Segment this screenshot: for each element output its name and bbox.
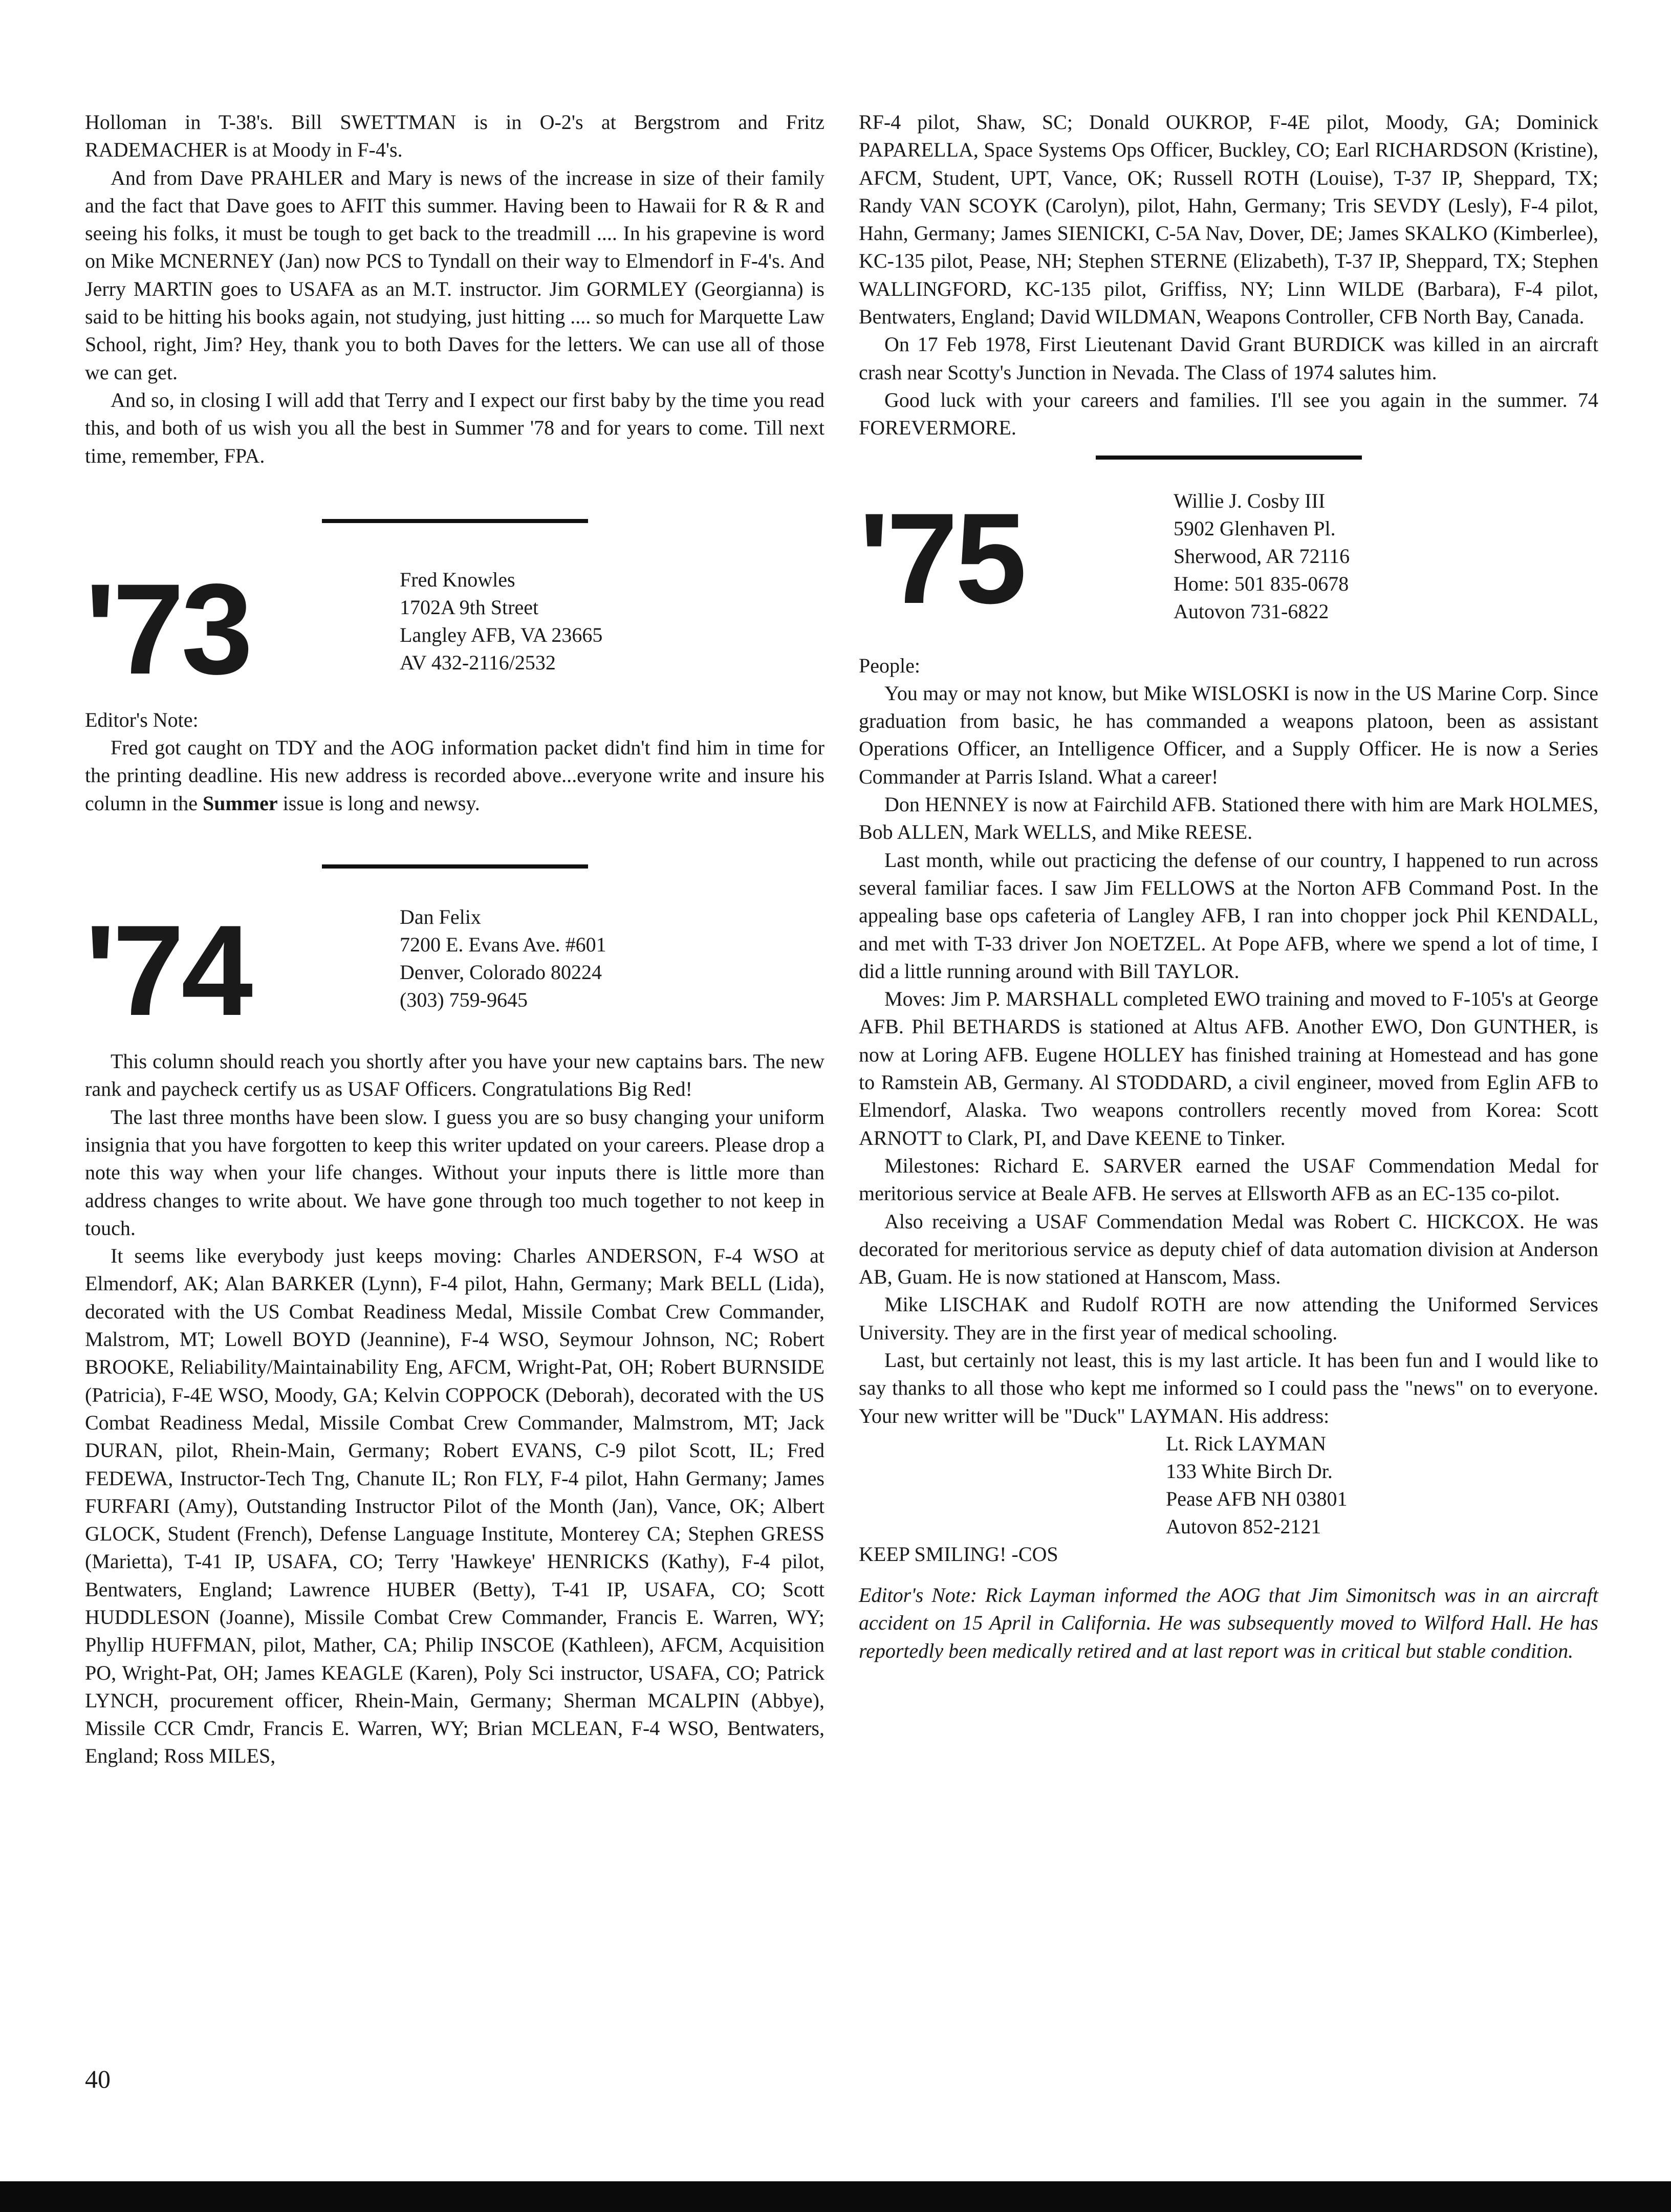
people-heading: People: [859, 654, 920, 677]
class74-continuation [859, 0, 1598, 442]
address-line: 7200 E. Evans Ave. #601 [400, 933, 606, 957]
address-line: 133 White Birch Dr. [1166, 1459, 1333, 1483]
paragraph: And so, in closing I will add that Terry and I expect our first baby by the time you read this, and both of us wish you all the best in Summer '78 and for years to come. Till next time, remember, FPA. [85, 388, 824, 467]
class-year: '73 [85, 557, 250, 701]
address-line: Willie J. Cosby III [1174, 489, 1326, 512]
right-column [859, 0, 1598, 1665]
editor-note-heading: Editor's Note: [85, 708, 199, 731]
class-year: '74 [85, 899, 250, 1043]
editor-note: Editor's Note: Rick Layman informed the AOG that Jim Simonitsch was in an aircraft accident on 15 April in California. He was subsequently moved to Wilford Hall. He has reportedly been medically retired and at last report was in critical but stable condition. [859, 1584, 1598, 1662]
class74-header [85, 894, 824, 1048]
class75-column [859, 652, 1598, 1665]
paragraph: Don HENNEY is now at Fairchild AFB. Stationed there with him are Mark HOLMES, Bob ALLEN, Mark WELLS, and Mike REESE. [859, 793, 1598, 844]
paragraph: RF-4 pilot, Shaw, SC; Donald OUKROP, F-4E pilot, Moody, GA; Dominick PAPARELLA, Space Systems Ops Officer, Buckley, CO; Earl RICHARDSON (Kristine), AFCM, Student, UPT, Vance, OK; Russell ROTH (Louise), T-37 IP, Sheppard, TX; Randy VAN SCOYK (Carolyn), pilot, Hahn, Germany; Tris SEVDY (Lesly), F-4 pilot, Hahn, Germany; James SIENICKI, C-5A Nav, Dover, DE; James SKALKO (Kimberlee), KC-135 pilot, Pease, NH; Stephen STERNE (Elizabeth), T-37 IP, Sheppard, TX; Stephen WALLINGFORD, KC-135 pilot, Griffiss, NY; Linn WILDE (Barbara), F-4 pilot, Bentwaters, England; David WILDMAN, Weapons Controller, CFB North Bay, Canada. [859, 111, 1598, 329]
editor-note-bold-word: Summer [202, 791, 278, 815]
class75-header [859, 475, 1598, 652]
address-line: Pease AFB NH 03801 [1166, 1487, 1348, 1510]
class-year: '75 [859, 486, 1024, 631]
correspondent-address [400, 566, 602, 677]
correspondent-address [1174, 487, 1350, 625]
address-line: 5902 Glenhaven Pl. [1174, 516, 1336, 540]
class72-continuation [85, 0, 824, 470]
signoff: KEEP SMILING! -COS [859, 1542, 1058, 1566]
address-line: Sherwood, AR 72116 [1174, 544, 1350, 568]
editor-note-text [85, 734, 824, 817]
paragraph: Last, but certainly not least, this is my last article. It has been fun and I would like to say thanks to all those who kept me informed so I could pass the "news" on to everyone. Your new writter will be "Duck" LAYMAN. His address: [859, 1348, 1598, 1427]
paragraph: And from Dave PRAHLER and Mary is news of the increase in size of their family and the fact that Dave goes to AFIT this summer. Having been to Hawaii for R & R and seeing his folks, it must be tough to get back to the treadmill .... In his grapevine is word on Mike MCNERNEY (Jan) now PCS to Tyndall on their way to Elmendorf in F-4's. And Jerry MARTIN goes to USAFA as an M.T. instructor. Jim GORMLEY (Georgianna) is said to be hitting his books again, not studying, just hitting .... so much for Marquette Law School, right, Jim? Hey, thank you to both Daves for the letters. We can use all of those we can get. [85, 166, 824, 384]
address-line: Dan Felix [400, 905, 481, 929]
editor-note-text-part: Fred got caught on TDY and the AOG information packet didn't find him in time for the printing deadline. His new address is recorded above...everyone write and insure his column in the [85, 736, 824, 815]
paragraph: The last three months have been slow. I guess you are so busy changing your uniform insignia that you have forgotten to keep this writer updated on your careers. Please drop a note this way when your life changes. Without your inputs there is little more than address changes to write about. We have gone through too much together to not keep in touch. [85, 1105, 824, 1240]
address-line: (303) 759-9645 [400, 988, 528, 1012]
address-line: Denver, Colorado 80224 [400, 961, 602, 984]
paragraph: It seems like everybody just keeps moving: Charles ANDERSON, F-4 WSO at Elmendorf, AK; Alan BARKER (Lynn), F-4 pilot, Hahn, Germany; Mark BELL (Lida), decorated with the US Combat Readiness Medal, Missile Combat Crew Commander, Malstrom, MT; Lowell BOYD (Jeannine), F-4 WSO, Seymour Johnson, NC; Robert BROOKE, Reliability/Maintainability Eng, AFCM, Wright-Pat, OH; Robert BURNSIDE (Patricia), F-4E WSO, Moody, GA; Kelvin COPPOCK (Deborah), decorated with the US Combat Readiness Medal, Missile Combat Crew Commander, Malmstrom, MT; Jack DURAN, pilot, Rhein-Main, Germany; Robert EVANS, C-9 pilot Scott, IL; Fred FEDEWA, Instructor-Tech Tng, Chanute IL; Ron FLY, F-4 pilot, Hahn Germany; James FURFARI (Amy), Outstanding Instructor Pilot of the Month (Jan), Vance, OK; Albert GLOCK, Student (French), Defense Language Institute, Monterey CA; Stephen GRESS (Marietta), T-41 IP, USAFA, CO; Terry 'Hawkeye' HENRICKS (Kathy), F-4 pilot, Bentwaters, England; Lawrence HUBER (Betty), T-41 IP, USAFA, CO; Scott HUDDLESON (Joanne), Missile Combat Crew Commander, Francis E. Warren, WY; Phyllip HUFFMAN, pilot, Mather, CA; Philip INSCOE (Kathleen), AFCM, Acquisition PO, Wright-Pat, OH; James KEAGLE (Karen), Poly Sci instructor, USAFA, CO; Patrick LYNCH, procurement officer, Rhein-Main, Germany; Sherman MCALPIN (Abbye), Missile CCR Cmdr, Francis E. Warren, WY; Brian MCLEAN, F-4 WSO, Bentwaters, England; Ross MILES, [85, 1244, 824, 1768]
paragraph: Moves: Jim P. MARSHALL completed EWO training and moved to F-105's at George AFB. Phil BETHARDS is stationed at Altus AFB. Another EWO, Don GUNTHER, is now at Loring AFB. Eugene HOLLEY has finished training at Homestead and has gone to Ramstein AB, Germany. Al STODDARD, a civil engineer, moved from Eglin AFB to Elmendorf, Alaska. Two weapons controllers recently moved from Korea: Scott ARNOTT to Clark, PI, and Dave KEENE to Tinker. [859, 987, 1598, 1150]
paragraph: You may or may not know, but Mike WISLOSKI is now in the US Marine Corp. Since graduation from basic, he has commanded a weapons platoon, been as assistant Operations Officer, an Intelligence Officer, and a Supply Officer. He is now a Series Commander at Parris Island. What a career! [859, 681, 1598, 788]
address-line: 1702A 9th Street [400, 595, 539, 619]
paragraph: Last month, while out practicing the defense of our country, I happened to run across several familiar faces. I saw Jim FELLOWS at the Norton AFB Command Post. In the appealing base ops cafeteria of Langley AFB, I ran into chopper jock Phil KENDALL, and met with T-33 driver Jon NOETZEL. At Pope AFB, where we spend a lot of time, I did a little running around with Bill TAYLOR. [859, 848, 1598, 983]
address-line: AV 432-2116/2532 [400, 650, 556, 674]
address-line: Home: 501 835-0678 [1174, 572, 1349, 595]
paragraph: Holloman in T-38's. Bill SWETTMAN is in O-2's at Bergstrom and Fritz RADEMACHER is at Moody in F-4's. [85, 111, 824, 162]
address-line: Autovon 852-2121 [1166, 1514, 1321, 1538]
paragraph: Mike LISCHAK and Rudolf ROTH are now attending the Uniformed Services University. They are in the first year of medical schooling. [859, 1293, 1598, 1344]
section-divider [1096, 456, 1362, 460]
paragraph: On 17 Feb 1978, First Lieutenant David Grant BURDICK was killed in an aircraft crash near Scotty's Junction in Nevada. The Class of 1974 salutes him. [859, 333, 1598, 384]
paragraph: This column should reach you shortly after you have your new captains bars. The new rank and paycheck certify us as USAF Officers. Congratulations Big Red! [85, 1050, 824, 1101]
address-line: Autovon 731-6822 [1174, 599, 1329, 623]
left-column [85, 0, 824, 1770]
section-divider [322, 519, 588, 523]
address-line: Lt. Rick LAYMAN [1166, 1432, 1326, 1455]
class73-editor-note [85, 706, 824, 817]
editor-note-text-part: issue is long and newsy. [283, 791, 480, 815]
paragraph: Also receiving a USAF Commendation Medal was Robert C. HICKCOX. He was decorated for meritorious service as deputy chief of data automation division at Anderson AB, Guam. He is now stationed at Hanscom, Mass. [859, 1209, 1598, 1289]
paragraph: Good luck with your careers and families. I'll see you again in the summer. 74 FOREVERMORE. [859, 388, 1598, 440]
section-divider [322, 864, 588, 869]
new-correspondent-address [1166, 1430, 1598, 1541]
class74-column [85, 1048, 824, 1770]
class73-header [85, 553, 824, 706]
address-line: Fred Knowles [400, 568, 515, 591]
bottom-edge-bar [0, 2181, 1671, 2212]
address-line: Langley AFB, VA 23665 [400, 623, 603, 646]
correspondent-address [400, 903, 606, 1014]
page-number: 40 [85, 2065, 111, 2093]
paragraph: Milestones: Richard E. SARVER earned the USAF Commendation Medal for meritorious service at Beale AFB. He serves at Ellsworth AFB as an EC-135 co-pilot. [859, 1154, 1598, 1205]
